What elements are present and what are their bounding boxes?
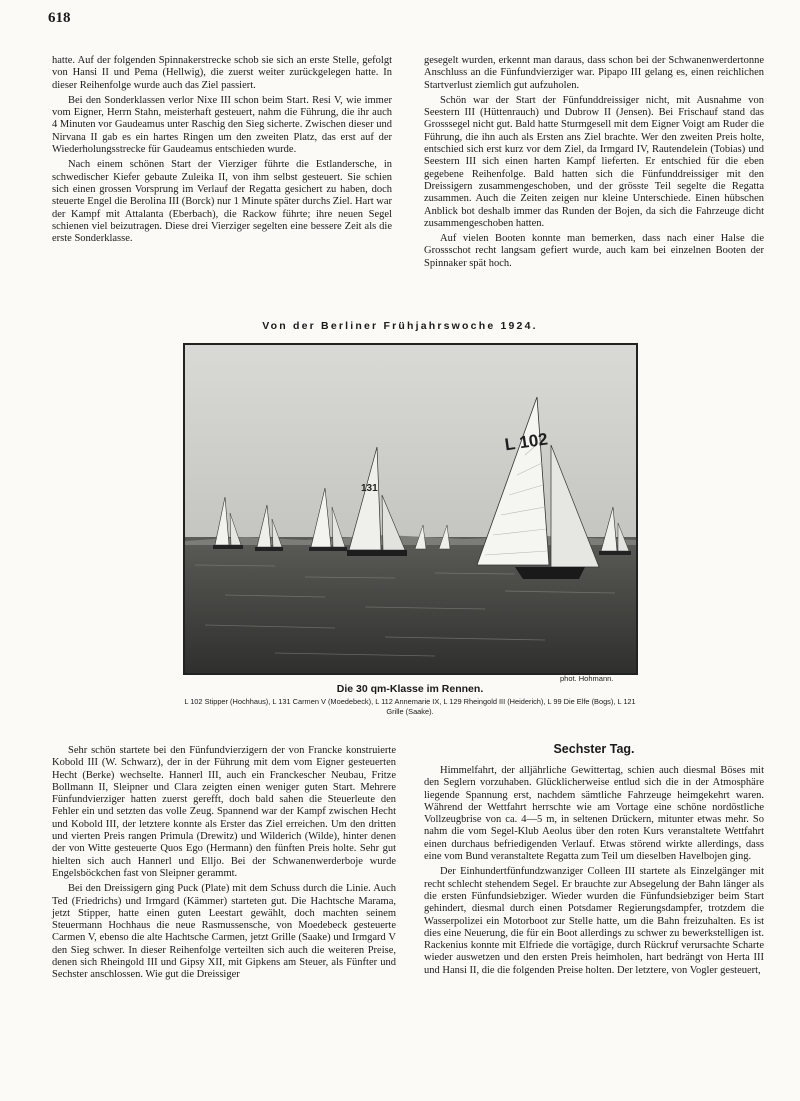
figure-title: Die 30 qm-Klasse im Rennen. — [336, 683, 484, 695]
sail-number-mid: 131 — [361, 483, 378, 494]
figure-caption: L 102 Stipper (Hochhaus), L 131 Carmen V (Moedebeck), L 112 Annemarie IX, L 129 Rheingold III (Heiderich), L 99 Die Elfe (Bogs), L 121 Grille (Saake). — [184, 697, 636, 716]
bottom-left-column — [52, 745, 396, 985]
bottom-right-column — [424, 765, 764, 980]
regatta-photo — [183, 343, 638, 675]
paragraph: Himmelfahrt, der alljährliche Gewittertag, schien auch diesmal Böses mit den Seglern vorzuhaben. Glücklicherweise entlud sich die in der Atmosphäre liegende Spannung erst, nachdem sämtliche Fahrzeuge heimgekehrt waren. Während der Wettfahrt herrschte wie am Vortage eine schöne nordöstliche Vollzeugbrise von ca. 4—5 m, in seltenen Drückern, mitunter etwas mehr. So nahm die vom Segel-Klub Aeolus über den roten Kurs veranstaltete Wettfahrt einen durchaus befriedigenden Verlauf. Etwas störend wirkte allerdings, dass eine vom Bund veranstaltete Regatta zum Teil um dieselben Havelbojen ging. — [424, 765, 764, 863]
section-heading: Sechster Tag. — [553, 742, 635, 756]
top-left-column — [52, 55, 392, 248]
photo-credit: phot. Hohmann. — [560, 674, 614, 683]
paragraph: Auf vielen Booten konnte man bemerken, dass nach einer Halse die Grossschot recht langsam gefiert wurde, auch kam bei einzelnen Booten der Spinnaker spät hoch. — [424, 233, 764, 269]
sail-number-big: L 102 — [503, 429, 549, 455]
paragraph: hatte. Auf der folgenden Spinnakerstrecke schob sie sich an erste Stelle, gefolgt von Hansi II und Pema (Hellwig), die zuerst weiter zurückgelegen hatte. In dieser Reihenfolge wurde auch das Ziel passiert. — [52, 55, 392, 91]
paragraph: gesegelt wurden, erkennt man daraus, dass schon bei der Schwanenwerdertonne Anschluss an die Fünfundvierziger war. Pipapo III gelang es, einen reichlichen Startverlust ziemlich gut aufzuholen. — [424, 55, 764, 91]
paragraph: Der Einhundertfünfundzwanziger Colleen III startete als Einzelgänger mit recht schlecht stehendem Segel. Er brauchte zur Absegelung der Bahn länger als die ersten Fünfundsiebziger. Wieder wurden die Fünfundsiebziger beim Start gehindert, diesmal durch einen Potsdamer Regierungsdampfer, trotzdem die Wasserpolizei ein Motorboot zur Stelle hatte, um die Bahn freizuhalten. Es ist dies eine Neuerung, die für ein Boot allerdings zu schwer zu bewerkstelligen ist. Rackenius konnte mit Elfriede die vortägige, durch Rückruf verursachte Scharte wieder auswetzen und den ersten Preis heimholen, hart bedrängt von Herta III und Hansi II, die die folgenden Preise holten. Der letztere, von Vogler gesteuert, — [424, 866, 764, 976]
paragraph: Schön war der Start der Fünfunddreissiger nicht, mit Ausnahme von Seestern III (Hüttenrauch) und Dubrow II (Jensen). Bei Frischauf stand das Grosssegel nicht gut. Bald hatte Sturmgesell mit dem Eigner Voigt am Ruder die Führung, die ihn auch als Ersten ans Ziel brachte. Wer den zweiten Preis holte, entschied sich erst kurz vor dem Ziel, da Irmgard IV, Rautendelein (Tobias) und Seestern III sich einen harten Kampf lieferten. Er entschied für die eben gegebene Reihenfolge. Bald hatten sich die Fünfunddreissiger mit den Dreissigern zusammengeschoben, und der grösste Teil segelte die Regatta zusammen. Auch die Zeiten zeigen nur kleine Unterschiede. Einen hübschen Anblick bot deshalb immer das Runden der Bojen, da sich die Fahrzeuge dicht zusammengeschoben hatten. — [424, 94, 764, 229]
figure-banner: Von der Berliner Frühjahrswoche 1924. — [262, 320, 538, 332]
paragraph: Nach einem schönen Start der Vierziger führte die Estlandersche, in schwedischer Kiefer gebaute Zuleika II, von ihm selbst gesteuert. Sie schien sich einen grossen Vorsprung im Verlauf der Regatta gesichert zu haben, doch steuerte Engel die Berolina III (Borck) nur 1 Minute später durchs Ziel. Hart war der Kampf mit Attalanta (Eberbach), die Rackow führte; ihre neuen Segel schienen viel beizutragen. Diese drei Vierziger segelten eine bessere Zeit als die erste Sonderklasse. — [52, 159, 392, 245]
top-right-column — [424, 55, 764, 273]
paragraph: Sehr schön startete bei den Fünfundvierzigern der von Francke konstruierte Kobold III (W. Schwarz), der in der Führung mit dem vom Eigner gesteuerten Hecht (Berke) wechselte. Hannerl III, auch ein Franckescher Neubau, Fritze Bollmann II, Sleipner und Clara zeigten einen weniger guten Start. Mehrere Fünfundvierziger hatten zuerst gerefft, doch bald sahen die Steuerleute den Fehler ein und setzten das volle Zeug. Spannend war der Kampf zwischen Hecht und Kobold III, der letztere konnte als Erster das Ziel erreichen. Um den dritten und vierten Preis rangen Primula (Drewitz) und Wilderich (Wilde), hinter denen der von Witte gesteuerte Quos Ego (Hermann) den fünften Preis holte. Sehr gut hielten sich auch Hannerl und Elljo. Bei der Schwanenwerderboje wurde Engelsböckchen fast von Sleipner gerammt. — [52, 745, 396, 879]
paragraph: Bei den Dreissigern ging Puck (Plate) mit dem Schuss durch die Linie. Auch Ted (Friedrichs) und Irmgard (Kämmer) starteten gut. Die Hachtsche Marama, jetzt Stipper, hatte einen guten Leestart gewählt, doch machten seinem Steuermann Hochhaus die neue Rasmussensche, von Moedebeck gesteuerte Carmen V, ebenso die alte Hachtsche Carmen, jetzt Grille (Saake) und Irmgard V den Sieg schwer. In dieser Reihenfolge verteilten sich auch die weiteren Preise, denen sich Rheingold III und Gipsy XII, mit Gipkens am Steuer, als Fünfter und Sechster anschlossen. Wie gut die Dreissiger — [52, 883, 396, 981]
page-number: 618 — [48, 10, 71, 26]
paragraph: Bei den Sonderklassen verlor Nixe III schon beim Start. Resi V, wie immer vom Eigner, Herrn Stahn, meisterhaft gesteuert, nahm die Führung, die ihr auch 4 Minuten vor Gaudeamus unter Raschig den Sieg sicherte. Zwischen dieser und Nirvana II gab es ein hartes Ringen um den zweiten Platz, das erst auf der Wiederholungsstrecke für Gaudeamus entschieden wurde. — [52, 94, 392, 156]
